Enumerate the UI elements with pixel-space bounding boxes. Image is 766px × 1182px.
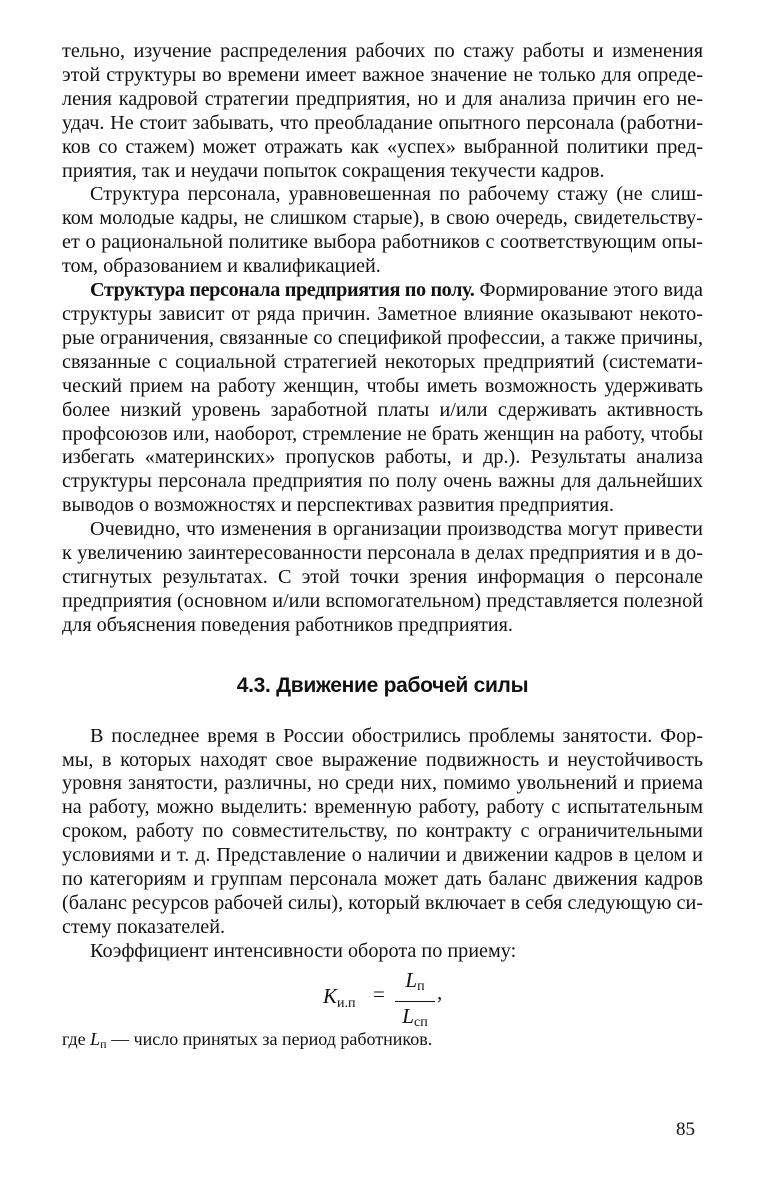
paragraph-3: Структура персонала предприятия по полу. Формирование этого вида структуры зависит от ряда причин. Заметное влияние оказывают некоторые ограничения, связанные со спецификой профессии, а также причины, связанные с социальной стратегией некоторых предприятий (систематический прием на работу женщин, чтобы иметь возможность удерживать более низкий уровень заработной платы и/или сдерживать активность профсоюзов или, наоборот, стремление не брать женщин на работу, чтобы избегать «материнских» пропусков работы, и др.). Результаты анализа структуры персонала предприятия по полу очень важны для дальнейших выводов о возможностях и перспективах развития предприятия. bbox=[62, 279, 703, 517]
formula-numerator bbox=[395, 968, 435, 999]
where-text: — число принятых за период работников. bbox=[106, 1028, 433, 1049]
formula-numerator-symbol: L bbox=[405, 967, 418, 992]
where-symbol bbox=[90, 1029, 100, 1049]
formula-denominator-symbol: L bbox=[402, 1004, 414, 1029]
fraction-bar bbox=[395, 1001, 435, 1003]
turnover-formula bbox=[62, 967, 703, 1031]
paragraph-6: Коэффициент интенсивности оборота по приему: bbox=[90, 939, 517, 962]
formula-lhs bbox=[323, 984, 356, 1012]
formula-fraction bbox=[395, 968, 435, 1036]
formula-lhs-subscript: и.п bbox=[337, 995, 356, 1011]
formula-lhs-symbol: K bbox=[323, 983, 338, 1008]
paragraph-5: В последнее время в России обострились проблемы занятости. Формы, в которых находят свое выражение подвижность и неустойчивость уровня занятости, различны, но среди них, помимо увольнений и приема на работу, можно выделить: временную работу, работу с испытательным сроком, работу по совместительству, по контракту с ограничительными условиями и т. д. Представление о наличии и движении кадров в целом и по категориям и группам персонала может дать баланс движения кадров (баланс ресурсов рабочей силы), который включает в себя следующую систему показателей. bbox=[62, 724, 703, 938]
formula-denominator-subscript: сп bbox=[413, 1015, 428, 1031]
formula-denominator bbox=[395, 1004, 435, 1035]
where-symbol-subscript: п bbox=[100, 1036, 107, 1051]
section-heading: 4.3. Движение рабочей силы bbox=[236, 673, 529, 697]
run-in-heading: Структура персонала предприятия по полу. bbox=[90, 279, 475, 302]
formula-numerator-subscript: п bbox=[417, 978, 425, 994]
paragraph-4: Очевидно, что изменения в организации производства могут привести к увеличению заинтересованности персонала в делах предприятия и в достигнутых результатах. С этой точки зрения информация о персонале предприятия (основном и/или вспомогательном) представляется полезной для объяснения поведения работников предприятия. bbox=[62, 518, 703, 636]
where-prefix: где bbox=[62, 1028, 91, 1049]
formula-explanation bbox=[62, 1028, 703, 1055]
page-body bbox=[62, 40, 703, 1055]
formula-equals: = bbox=[373, 981, 385, 1006]
where-symbol-letter: L bbox=[90, 1028, 101, 1049]
page-number: 85 bbox=[676, 1119, 695, 1140]
paragraph-1: тельно, изучение распределения рабочих по стажу работы и изменения этой структуры во времени имеет важное значение не только для определения кадровой стратегии предприятия, но и для анализа причин его неудач. Не стоит забывать, что преобладание опытного персонала (работников со стажем) может отражать как «успех» выбранной политики предприятия, так и неудачи попыток сокращения текучести кадров. bbox=[62, 40, 703, 182]
formula-comma: , bbox=[437, 979, 443, 1004]
paragraph-2: Структура персонала, уравновешенная по рабочему стажу (не слишком молодые кадры, не слишком старые), в свою очередь, свидетельствует о рациональной политике выбора работников с соответствующим опытом, образованием и квалификацией. bbox=[62, 183, 703, 278]
